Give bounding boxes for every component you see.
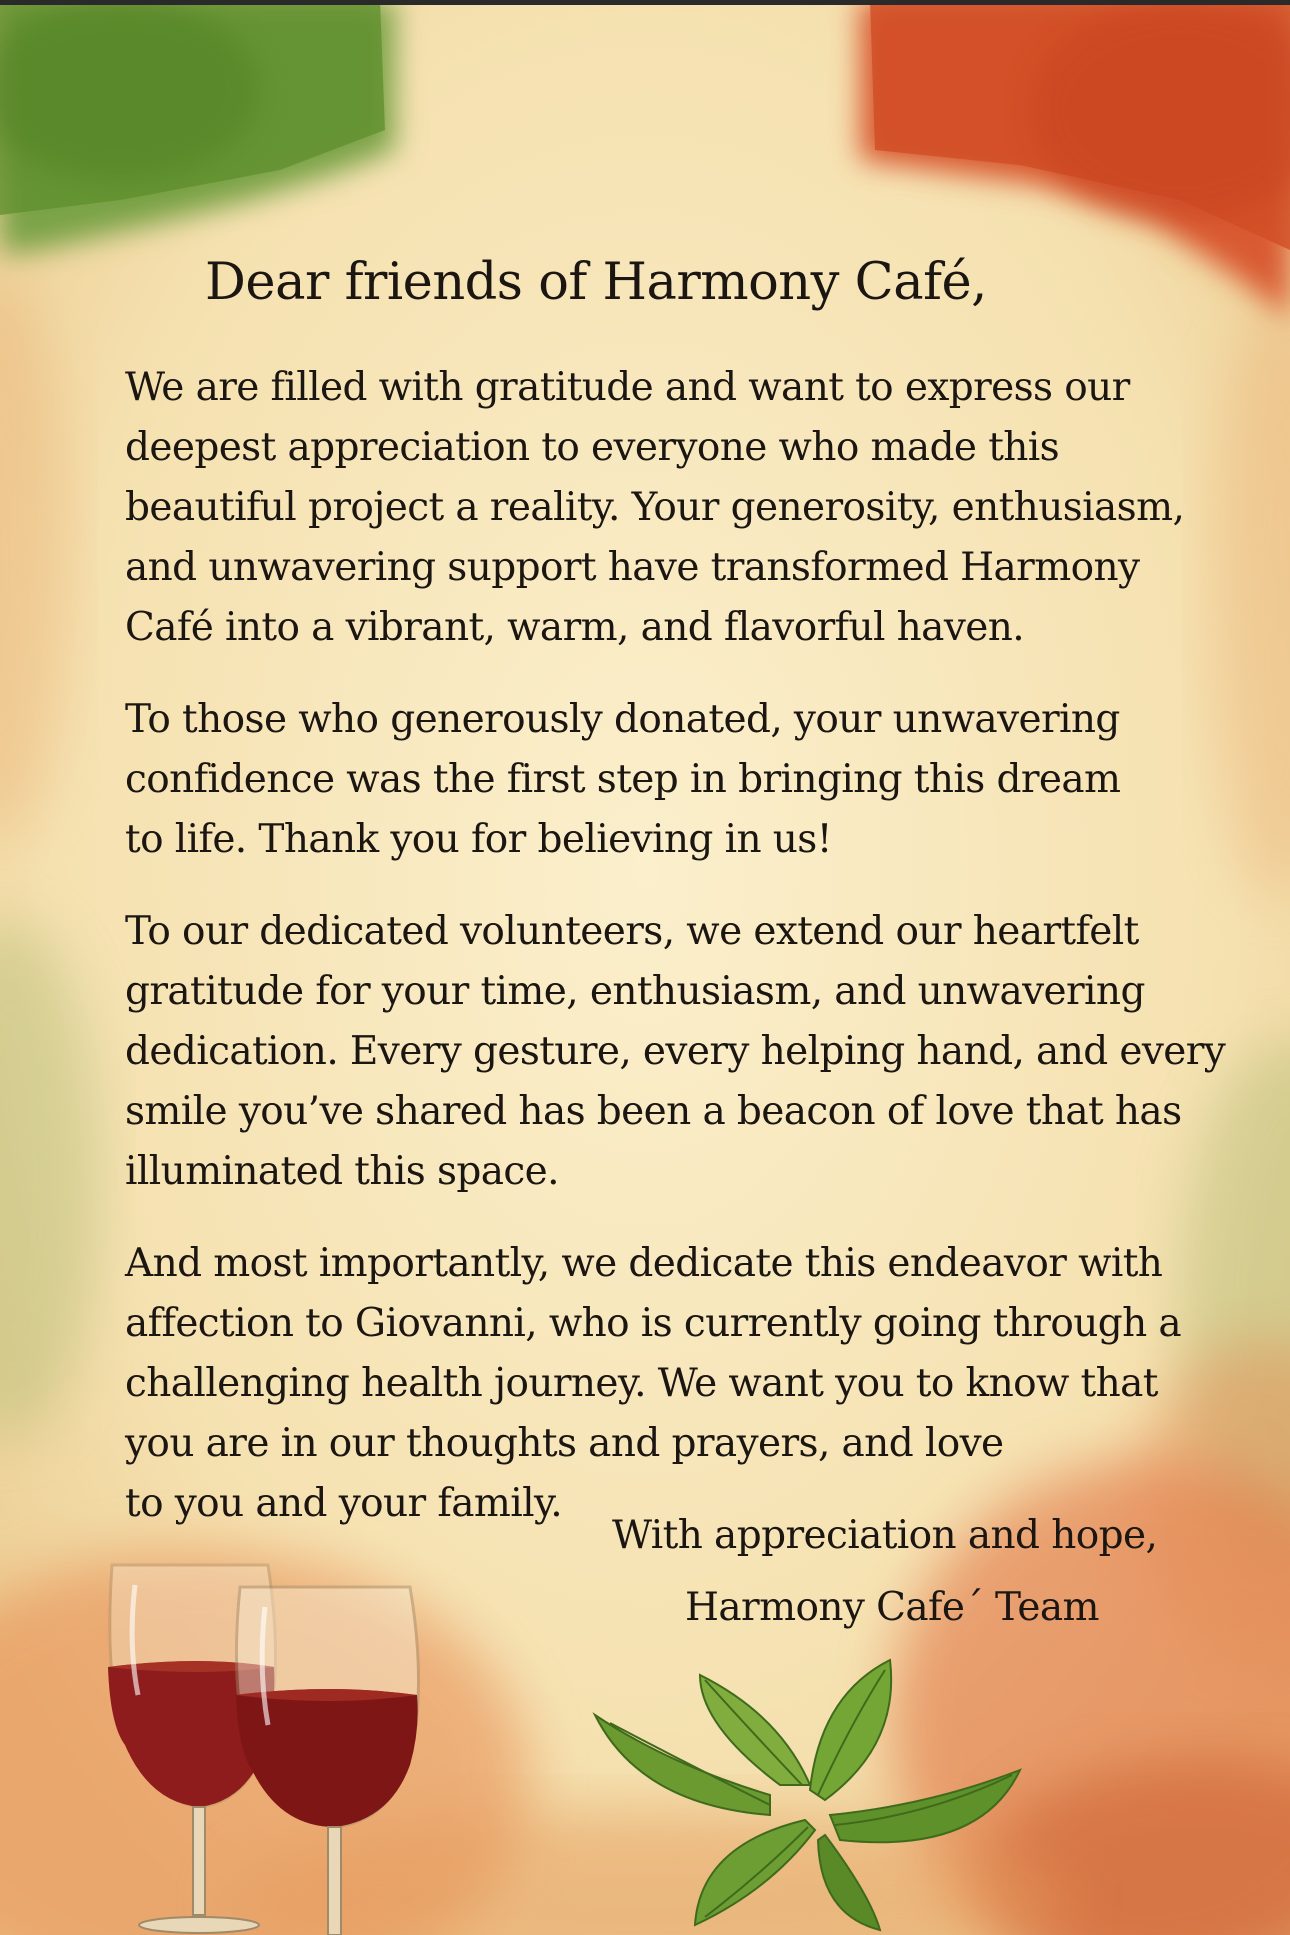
letter-closing: With appreciation and hope, xyxy=(612,1513,1158,1558)
text-line: affection to Giovanni, who is currently going through a xyxy=(125,1301,1182,1346)
wine-glasses-icon xyxy=(90,1545,450,1935)
text-line: to you and your family. xyxy=(125,1481,563,1526)
text-line: And most importantly, we dedicate this endeavor with xyxy=(125,1241,1163,1286)
text-line: To those who generously donated, your unwavering xyxy=(125,697,1120,742)
paragraph-dedication xyxy=(125,1234,1181,1534)
paragraph-volunteers xyxy=(125,902,1225,1202)
text-line: smile you’ve shared has been a beacon of love that has xyxy=(125,1089,1182,1134)
text-line: We are filled with gratitude and want to express our xyxy=(125,365,1130,410)
text-line: beautiful project a reality. Your generosity, enthusiasm, xyxy=(125,485,1185,530)
letter-greeting: Dear friends of Harmony Café, xyxy=(205,253,987,312)
text-line: gratitude for your time, enthusiasm, and unwavering xyxy=(125,969,1145,1014)
basil-leaves-icon xyxy=(580,1655,1140,1935)
paragraph-donors xyxy=(125,690,1120,870)
text-line: illuminated this space. xyxy=(125,1149,559,1194)
text-line: dedication. Every gesture, every helping hand, and every xyxy=(125,1029,1226,1074)
text-line: you are in our thoughts and prayers, and love xyxy=(125,1421,1004,1466)
basil-leaf xyxy=(700,1675,810,1785)
text-line: To our dedicated volunteers, we extend our heartfelt xyxy=(125,909,1139,954)
paragraph-gratitude xyxy=(125,358,1184,658)
text-line: Café into a vibrant, warm, and flavorful haven. xyxy=(125,605,1025,650)
wine-glass-front xyxy=(236,1587,419,1935)
text-line: to life. Thank you for believing in us! xyxy=(125,817,832,862)
basil-leaf xyxy=(818,1835,880,1930)
letter-signature: Harmony Cafe´ Team xyxy=(685,1585,1099,1630)
text-line: deepest appreciation to everyone who made this xyxy=(125,425,1060,470)
basil-leaf xyxy=(830,1770,1020,1842)
basil-leaf xyxy=(695,1820,815,1925)
text-line: challenging health journey. We want you to know that xyxy=(125,1361,1158,1406)
basil-leaf xyxy=(810,1660,891,1800)
text-line: and unwavering support have transformed Harmony xyxy=(125,545,1140,590)
text-line: confidence was the first step in bringing this dream xyxy=(125,757,1121,802)
